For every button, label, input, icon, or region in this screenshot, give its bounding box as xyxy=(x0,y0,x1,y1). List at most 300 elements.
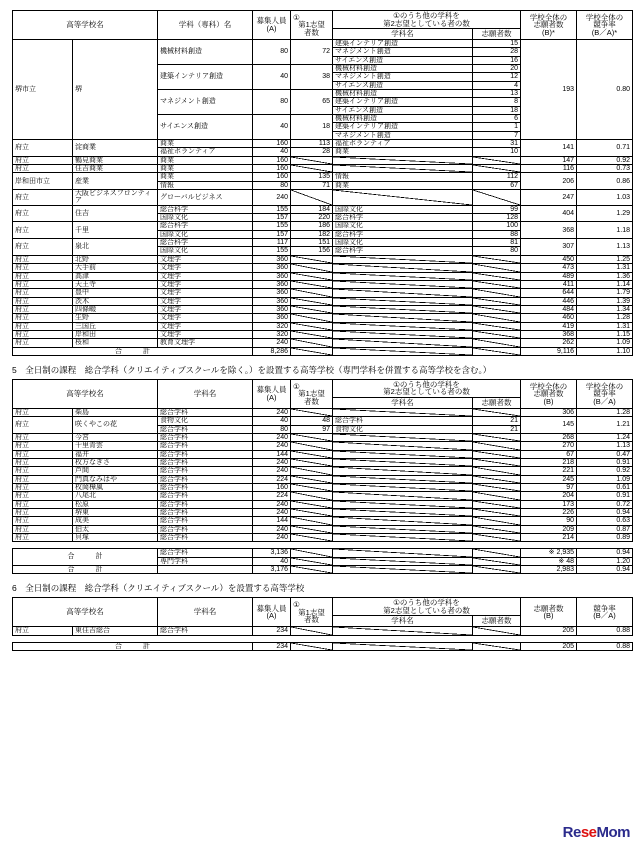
cell-second-count: 99 xyxy=(473,205,521,213)
cell-ratio: 1.21 xyxy=(577,417,633,434)
cell-total-first xyxy=(291,549,333,557)
cell-school-name: 桜和 xyxy=(73,339,158,347)
cell-second-course xyxy=(333,433,473,441)
table-row xyxy=(13,458,633,466)
cell-course-name: 総合学科 xyxy=(158,533,253,541)
cell-total-ratio: 0.88 xyxy=(577,642,633,650)
cell-second-count xyxy=(473,297,521,305)
cell-course-name: 文理学 xyxy=(158,264,253,272)
cell-ratio: 0.94 xyxy=(577,508,633,516)
cell-school-name: 産業 xyxy=(73,173,158,190)
cell-establisher: 府立 xyxy=(13,533,73,541)
cell-second-count: 81 xyxy=(473,239,521,247)
cell-establisher: 府立 xyxy=(13,508,73,516)
cell-course-name: 商業 xyxy=(158,173,253,181)
cell-second-count: 7 xyxy=(473,131,521,139)
cell-ratio: 1.31 xyxy=(577,264,633,272)
cell-second-course: 国際文化 xyxy=(333,239,473,247)
cell-course-name: マネジメント創造 xyxy=(158,89,253,114)
th-ratio: 学校全体の 競争率 (B／A) xyxy=(577,379,633,408)
cell-ratio: 1.15 xyxy=(577,330,633,338)
table-row xyxy=(13,239,633,247)
cell-quota: 80 xyxy=(253,425,291,433)
cell-school-name: 東住吉総合 xyxy=(73,627,158,635)
cell-second-count xyxy=(473,475,521,483)
cell-course-name: 総合学科 xyxy=(158,525,253,533)
cell-first-choice-count xyxy=(291,322,333,330)
table-row xyxy=(13,533,633,541)
cell-second-course xyxy=(333,280,473,288)
cell-course-name: 総合学科 xyxy=(158,492,253,500)
cell-total-applicants: 145 xyxy=(521,417,577,434)
cell-second-count: 6 xyxy=(473,114,521,122)
cell-course-name: 教育文理学 xyxy=(158,339,253,347)
cell-quota: 80 xyxy=(253,181,291,189)
table-row xyxy=(13,433,633,441)
th-second-count: 志願者数 xyxy=(473,397,521,408)
table-row xyxy=(13,205,633,213)
th-first-choice: ① 第1志望 者数 xyxy=(291,11,333,40)
cell-course-name: 文理学 xyxy=(158,297,253,305)
section5-header-row xyxy=(13,379,633,397)
cell-total-applicants: ※ 2,935 xyxy=(521,549,577,557)
cell-total-ratio: 1.10 xyxy=(577,347,633,355)
cell-ratio: 1.28 xyxy=(577,408,633,416)
total-row xyxy=(13,566,633,574)
cell-total-applicants: 473 xyxy=(521,264,577,272)
cell-total-applicants: 97 xyxy=(521,483,577,491)
cell-course-name: 総合学科 xyxy=(158,458,253,466)
cell-second-count: 28 xyxy=(473,48,521,56)
cell-second-course xyxy=(333,492,473,500)
cell-first-choice-count: 18 xyxy=(291,114,333,139)
cell-first-choice-count xyxy=(291,305,333,313)
table-row xyxy=(13,627,633,635)
cell-second-count xyxy=(473,500,521,508)
cell-second-count: 128 xyxy=(473,214,521,222)
th-ratio: 競争率 (B／A) xyxy=(577,598,633,627)
cell-second-course xyxy=(333,314,473,322)
cell-total-applicants: 419 xyxy=(521,322,577,330)
section6-body xyxy=(13,627,633,635)
table-row xyxy=(13,156,633,164)
cell-school-name: 貝塚 xyxy=(73,533,158,541)
cell-school-name: 門真なみはや xyxy=(73,475,158,483)
cell-second-count: 10 xyxy=(473,148,521,156)
cell-total-label: 合 計 xyxy=(13,347,253,355)
cell-establisher: 府立 xyxy=(13,255,73,263)
cell-total-applicants: 262 xyxy=(521,339,577,347)
cell-ratio: 0.80 xyxy=(577,39,633,139)
cell-first-choice-count xyxy=(291,517,333,525)
cell-total-applicants: 247 xyxy=(521,190,577,206)
section5-body xyxy=(13,408,633,542)
cell-second-course xyxy=(333,458,473,466)
cell-total-quota: 3,176 xyxy=(253,566,291,574)
cell-school-name: 茨木 xyxy=(73,297,158,305)
cell-first-choice-count xyxy=(291,525,333,533)
cell-school-name: 高津 xyxy=(73,272,158,280)
cell-second-course: 総合科学 xyxy=(333,247,473,255)
cell-course-name: 文理学 xyxy=(158,314,253,322)
cell-quota: 155 xyxy=(253,205,291,213)
cell-school-name: 松原 xyxy=(73,500,158,508)
cell-second-course: マネジメント創造 xyxy=(333,73,473,81)
cell-first-choice-count xyxy=(291,190,333,206)
cell-second-course: サイエンス創造 xyxy=(333,56,473,64)
cell-school-name: 千里 xyxy=(73,222,158,239)
cell-establisher: 府立 xyxy=(13,483,73,491)
cell-school-name: 生野 xyxy=(73,314,158,322)
cell-first-choice-count xyxy=(291,450,333,458)
cell-total-applicants: 404 xyxy=(521,205,577,222)
cell-second-course: マネジメント創造 xyxy=(333,48,473,56)
cell-second-count: 31 xyxy=(473,140,521,148)
table-row xyxy=(13,508,633,516)
cell-second-count: 80 xyxy=(473,247,521,255)
table-row xyxy=(13,322,633,330)
cell-school-name: 北野 xyxy=(73,255,158,263)
cell-course-name: 総合学科 xyxy=(158,425,253,433)
cell-total-first xyxy=(291,557,333,565)
cell-first-choice-count: 135 xyxy=(291,173,333,181)
cell-second-course: 機械材料創造 xyxy=(333,64,473,72)
section6-title: 6 全日制の課程 総合学科（クリエイティブスクール）を設置する高等学校 xyxy=(12,583,305,594)
cell-second-count: 112 xyxy=(473,173,521,181)
total-row xyxy=(13,549,633,557)
table-row xyxy=(13,339,633,347)
cell-course-name: 文理学 xyxy=(158,255,253,263)
cell-total-applicants: 368 xyxy=(521,222,577,239)
cell-first-choice-count xyxy=(291,508,333,516)
table-row xyxy=(13,190,633,206)
cell-quota: 160 xyxy=(253,156,291,164)
cell-establisher: 府立 xyxy=(13,450,73,458)
cell-second-course xyxy=(333,165,473,173)
th-second-count: 志願者数 xyxy=(473,29,521,40)
cell-quota: 320 xyxy=(253,330,291,338)
cell-second-course: 総合科学 xyxy=(333,214,473,222)
cell-school-name: 伯太 xyxy=(73,525,158,533)
cell-quota: 117 xyxy=(253,239,291,247)
cell-ratio: 1.18 xyxy=(577,222,633,239)
cell-second-course xyxy=(333,533,473,541)
cell-second-count: 15 xyxy=(473,39,521,47)
cell-second-count xyxy=(473,450,521,458)
cell-total-applicants: 141 xyxy=(521,140,577,157)
table-row xyxy=(13,517,633,525)
cell-course-name: 総合学科 xyxy=(158,475,253,483)
cell-establisher: 府立 xyxy=(13,475,73,483)
cell-first-choice-count xyxy=(291,500,333,508)
cell-quota: 240 xyxy=(253,190,291,206)
cell-second-count: 12 xyxy=(473,73,521,81)
cell-ratio: 0.72 xyxy=(577,500,633,508)
cell-course-name: 建築インテリア創造 xyxy=(158,64,253,89)
total-row xyxy=(13,642,633,650)
cell-second-course: マネジメント創造 xyxy=(333,131,473,139)
cell-course-name: 総合学科 xyxy=(158,517,253,525)
table-row xyxy=(13,222,633,230)
cell-school-name: 大手前 xyxy=(73,264,158,272)
cell-quota: 240 xyxy=(253,458,291,466)
cell-quota: 240 xyxy=(253,339,291,347)
cell-establisher: 府立 xyxy=(13,500,73,508)
cell-quota: 360 xyxy=(253,272,291,280)
cell-quota: 40 xyxy=(253,148,291,156)
cell-first-choice-count xyxy=(291,165,333,173)
cell-total-second-count xyxy=(473,549,521,557)
cell-second-course xyxy=(333,442,473,450)
cell-second-count xyxy=(473,272,521,280)
cell-first-choice-count xyxy=(291,408,333,416)
cell-quota: 160 xyxy=(253,165,291,173)
cell-total-applicants: 268 xyxy=(521,433,577,441)
cell-establisher: 府立 xyxy=(13,442,73,450)
cell-total-ratio: 0.94 xyxy=(577,566,633,574)
cell-establisher: 岸和田市立 xyxy=(13,173,73,190)
total-row xyxy=(13,347,633,355)
cell-quota: 80 xyxy=(253,39,291,64)
section5-table xyxy=(12,379,633,542)
table-row xyxy=(13,330,633,338)
cell-first-choice-count xyxy=(291,314,333,322)
cell-school-name: 三国丘 xyxy=(73,322,158,330)
table-row xyxy=(13,264,633,272)
table-row xyxy=(13,314,633,322)
cell-first-choice-count xyxy=(291,533,333,541)
cell-course-name: 総合学科 xyxy=(158,433,253,441)
cell-second-count xyxy=(473,314,521,322)
th-total-applicants: 学校全体の 志願者数 (B) xyxy=(521,379,577,408)
cell-total-label: 合 計 xyxy=(13,642,253,650)
cell-second-count: 16 xyxy=(473,56,521,64)
cell-course-name: 機械材料創造 xyxy=(158,39,253,64)
cell-quota: 360 xyxy=(253,305,291,313)
cell-second-course xyxy=(333,525,473,533)
cell-second-course: 福祉ボランティア xyxy=(333,140,473,148)
cell-second-count: 8 xyxy=(473,98,521,106)
cell-school-name: 住吉商業 xyxy=(73,165,158,173)
th-second-group: ①のうち他の学科を 第2志望としている者の数 xyxy=(333,379,521,397)
cell-establisher: 府立 xyxy=(13,314,73,322)
cell-second-course xyxy=(333,272,473,280)
cell-second-course: 機械材料創造 xyxy=(333,114,473,122)
section6-table xyxy=(12,597,633,635)
cell-first-choice-count: 156 xyxy=(291,247,333,255)
cell-total-ratio: 1.20 xyxy=(577,557,633,565)
cell-total-second-course xyxy=(333,566,473,574)
cell-second-course xyxy=(333,517,473,525)
cell-second-count: 21 xyxy=(473,425,521,433)
cell-first-choice-count: 186 xyxy=(291,222,333,230)
cell-establisher: 府立 xyxy=(13,417,73,434)
cell-ratio: 1.79 xyxy=(577,289,633,297)
cell-total-applicants: 484 xyxy=(521,305,577,313)
th-total-applicants: 学校全体の 志願者数 (B)* xyxy=(521,11,577,40)
cell-quota: 157 xyxy=(253,230,291,238)
cell-second-count xyxy=(473,483,521,491)
cell-school-name: 鶴見商業 xyxy=(73,156,158,164)
cell-establisher: 府立 xyxy=(13,156,73,164)
cell-second-count: 88 xyxy=(473,230,521,238)
cell-establisher: 府立 xyxy=(13,305,73,313)
cell-school-name: 堺 xyxy=(73,39,158,139)
table-row xyxy=(13,475,633,483)
cell-second-course xyxy=(333,297,473,305)
cell-second-course: 国際文化 xyxy=(333,222,473,230)
cell-second-course xyxy=(333,483,473,491)
cell-first-choice-count: 71 xyxy=(291,181,333,189)
cell-quota: 360 xyxy=(253,314,291,322)
cell-total-applicants: 209 xyxy=(521,525,577,533)
cell-second-count: 67 xyxy=(473,181,521,189)
cell-establisher: 府立 xyxy=(13,264,73,272)
cell-second-count xyxy=(473,156,521,164)
table-row xyxy=(13,483,633,491)
cell-second-count xyxy=(473,339,521,347)
resemom-logo: ReseMom xyxy=(562,824,630,841)
cell-quota: 240 xyxy=(253,500,291,508)
cell-total-applicants: 116 xyxy=(521,165,577,173)
section4-header-row xyxy=(13,11,633,29)
cell-school-name: 岸和田 xyxy=(73,330,158,338)
cell-establisher: 府立 xyxy=(13,272,73,280)
th-second-group: ①のうち他の学科を 第2志望としている者の数 xyxy=(333,11,521,29)
cell-quota: 40 xyxy=(253,114,291,139)
cell-second-count xyxy=(473,627,521,635)
cell-total-applicants: 307 xyxy=(521,239,577,256)
cell-school-name: 泉北 xyxy=(73,239,158,256)
cell-course-name: グローバルビジネス xyxy=(158,190,253,206)
cell-school-name: 大阪ビジネスフロンティア xyxy=(73,190,158,206)
cell-quota: 240 xyxy=(253,433,291,441)
cell-second-count xyxy=(473,492,521,500)
cell-second-count xyxy=(473,190,521,206)
cell-course-name: 総合学科 xyxy=(158,627,253,635)
cell-second-course: サイエンス創造 xyxy=(333,81,473,89)
cell-establisher: 府立 xyxy=(13,190,73,206)
section6-totals-body xyxy=(13,642,633,650)
cell-first-choice-count xyxy=(291,475,333,483)
table-row xyxy=(13,140,633,148)
cell-course-name: サイエンス創造 xyxy=(158,114,253,139)
cell-quota: 144 xyxy=(253,517,291,525)
table-row xyxy=(13,417,633,425)
cell-first-choice-count xyxy=(291,467,333,475)
cell-total-quota: 234 xyxy=(253,642,291,650)
cell-second-count xyxy=(473,433,521,441)
cell-second-count: 100 xyxy=(473,222,521,230)
th-second-course: 学科名 xyxy=(333,616,473,627)
cell-ratio: 0.63 xyxy=(577,517,633,525)
cell-first-choice-count: 113 xyxy=(291,140,333,148)
cell-second-course xyxy=(333,475,473,483)
cell-course-name: 国際文化 xyxy=(158,230,253,238)
cell-total-applicants: 193 xyxy=(521,39,577,139)
cell-course-name: 商業 xyxy=(158,156,253,164)
table-row xyxy=(13,272,633,280)
cell-total-second-course xyxy=(333,347,473,355)
cell-quota: 320 xyxy=(253,322,291,330)
cell-second-course: 情報 xyxy=(333,173,473,181)
table-row xyxy=(13,408,633,416)
cell-total-first xyxy=(291,642,333,650)
cell-second-count xyxy=(473,467,521,475)
th-first-choice: ① 第1志望 者数 xyxy=(291,379,333,408)
cell-total-quota: 40 xyxy=(253,557,291,565)
cell-second-course xyxy=(333,190,473,206)
cell-course-name: 総合学科 xyxy=(158,442,253,450)
cell-school-name: 淀商業 xyxy=(73,140,158,157)
cell-second-course: 建築インテリア創造 xyxy=(333,39,473,47)
cell-first-choice-count xyxy=(291,289,333,297)
cell-establisher: 府立 xyxy=(13,289,73,297)
cell-first-choice-count xyxy=(291,627,333,635)
cell-ratio: 1.36 xyxy=(577,272,633,280)
cell-first-choice-count xyxy=(291,272,333,280)
cell-course-name: 食物文化 xyxy=(158,417,253,425)
cell-total-label: 合 計 xyxy=(13,549,158,566)
cell-quota: 360 xyxy=(253,289,291,297)
cell-second-count: 4 xyxy=(473,81,521,89)
cell-first-choice-count: 72 xyxy=(291,39,333,64)
cell-school-name: 四條畷 xyxy=(73,305,158,313)
cell-total-label: 合 計 xyxy=(13,566,158,574)
cell-second-course xyxy=(333,508,473,516)
cell-first-choice-count xyxy=(291,458,333,466)
cell-course-name: 国際文化 xyxy=(158,247,253,255)
cell-total-applicants: ※ 48 xyxy=(521,557,577,565)
cell-second-course xyxy=(333,156,473,164)
cell-total-applicants: 218 xyxy=(521,458,577,466)
cell-ratio: 0.47 xyxy=(577,450,633,458)
table-row xyxy=(13,467,633,475)
cell-establisher: 堺市立 xyxy=(13,39,73,139)
cell-second-course xyxy=(333,467,473,475)
cell-course-name: 商業 xyxy=(158,140,253,148)
cell-school-name: 福井 xyxy=(73,450,158,458)
section4-body xyxy=(13,39,633,355)
cell-ratio: 1.14 xyxy=(577,280,633,288)
cell-ratio: 1.29 xyxy=(577,205,633,222)
cell-total-quota: 3,136 xyxy=(253,549,291,557)
cell-establisher: 府立 xyxy=(13,517,73,525)
cell-course-name: 総合学科 xyxy=(158,450,253,458)
cell-first-choice-count: 220 xyxy=(291,214,333,222)
th-course: 学科名 xyxy=(158,598,253,627)
cell-ratio: 0.87 xyxy=(577,525,633,533)
cell-first-choice-count: 28 xyxy=(291,148,333,156)
cell-second-count xyxy=(473,442,521,450)
cell-total-applicants: 9,116 xyxy=(521,347,577,355)
cell-school-name: 柴島 xyxy=(73,408,158,416)
cell-school-name: 成美 xyxy=(73,517,158,525)
cell-establisher: 府立 xyxy=(13,330,73,338)
cell-ratio: 0.86 xyxy=(577,173,633,190)
cell-quota: 157 xyxy=(253,214,291,222)
cell-school-name: 枚方なぎさ xyxy=(73,458,158,466)
table-row xyxy=(13,305,633,313)
cell-second-count xyxy=(473,322,521,330)
cell-second-count xyxy=(473,533,521,541)
section4-table xyxy=(12,10,633,356)
cell-first-choice-count: 97 xyxy=(291,425,333,433)
th-school: 高等学校名 xyxy=(13,379,158,408)
cell-first-choice-count xyxy=(291,442,333,450)
cell-second-course: 建築インテリア創造 xyxy=(333,98,473,106)
cell-first-choice-count: 182 xyxy=(291,230,333,238)
